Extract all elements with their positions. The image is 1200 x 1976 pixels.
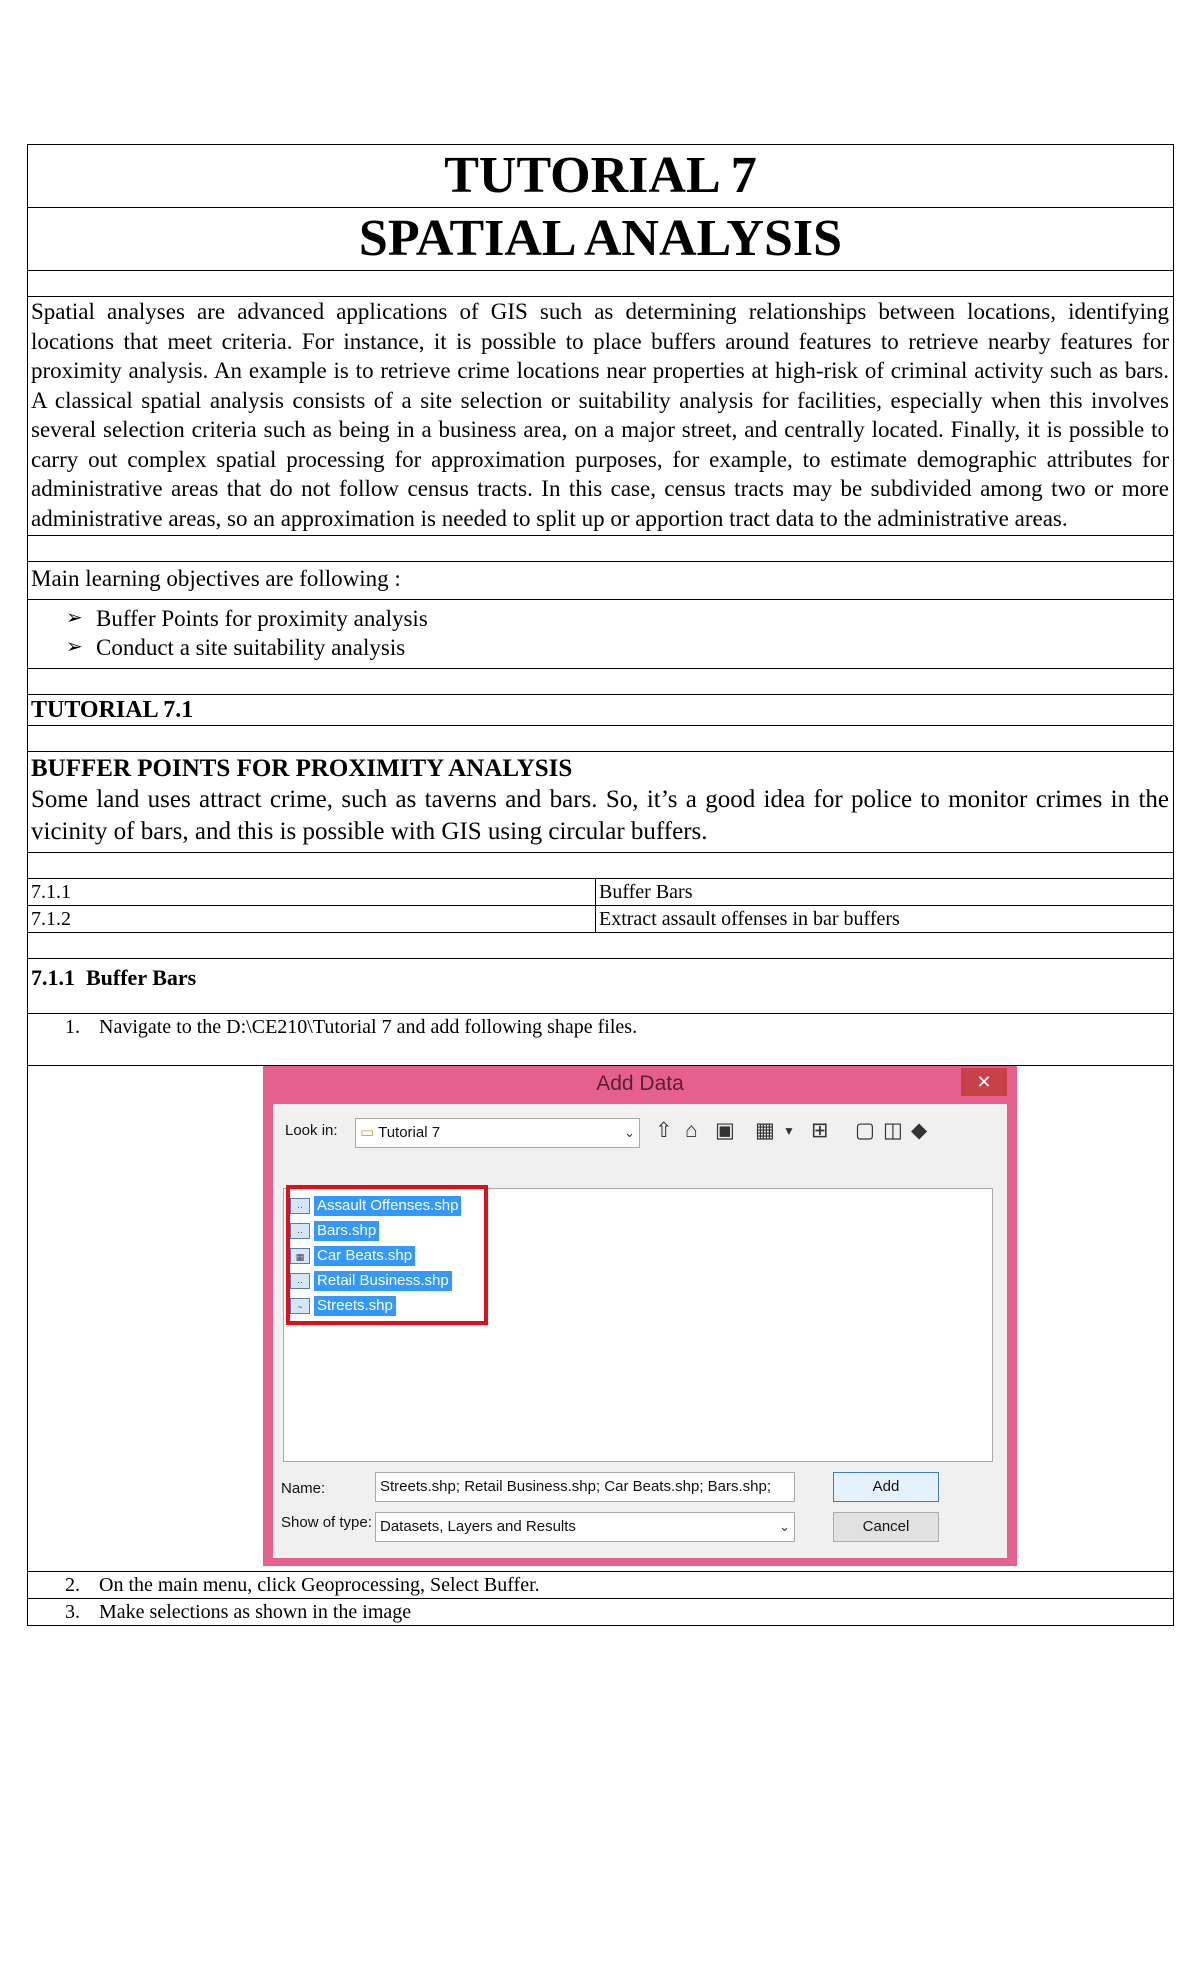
step-text: Make selections as shown in the image	[99, 1601, 412, 1623]
step-number: 2.	[65, 1574, 80, 1596]
objective-item: ➢ Conduct a site suitability analysis	[66, 635, 406, 660]
section-block	[27, 752, 1174, 853]
folder-icon: ▭	[360, 1124, 375, 1141]
step-text: On the main menu, click Geoprocessing, Select Buffer.	[99, 1574, 540, 1596]
spacer-row	[27, 271, 1174, 297]
screenshot-row	[27, 1066, 1174, 1572]
spacer-row	[27, 536, 1174, 562]
section-text: Some land uses attract crime, such as taverns and bars. So, it’s a good idea for police to monitor crimes in the vicinity of bars, and this is possible with GIS using circular buffers.	[31, 786, 1169, 845]
highlight-box	[286, 1185, 488, 1325]
type-dropdown[interactable]: Datasets, Layers and Results ⌄	[375, 1512, 795, 1542]
point-shapefile-icon: ··	[290, 1198, 310, 1214]
title-line-1: TUTORIAL 7	[27, 144, 1174, 208]
step-number: 1.	[65, 1016, 80, 1038]
subsection-heading: 7.1.1 Buffer Bars	[27, 959, 1174, 1014]
step-text: Navigate to the D:\CE210\Tutorial 7 and add following shape files.	[99, 1016, 638, 1038]
point-shapefile-icon: ··	[290, 1273, 310, 1289]
list-item[interactable]: ▦ Car Beats.shp	[290, 1245, 415, 1267]
spacer-row	[27, 853, 1174, 879]
toc-title: Extract assault offenses in bar buffers	[599, 908, 900, 930]
title-line-2: SPATIAL ANALYSIS	[27, 208, 1174, 271]
step-number: 3.	[65, 1601, 80, 1623]
toc-title: Buffer Bars	[599, 881, 693, 903]
add-button[interactable]: Add	[833, 1472, 939, 1502]
file-list[interactable]	[283, 1188, 993, 1462]
arrow-bullet-icon: ➢	[66, 607, 83, 629]
section-heading: BUFFER POINTS FOR PROXIMITY ANALYSIS	[31, 755, 573, 782]
new-folder-icon[interactable]: ▢	[855, 1119, 875, 1142]
add-data-dialog	[263, 1066, 1017, 1566]
toc-number: 7.1.2	[28, 906, 596, 932]
dialog-body	[273, 1104, 1007, 1558]
close-icon[interactable]: ✕	[961, 1068, 1007, 1096]
look-in-dropdown[interactable]: ▭ Tutorial 7 ⌄	[355, 1118, 640, 1148]
spacer-row	[27, 726, 1174, 752]
step-row	[27, 1599, 1174, 1626]
up-level-icon[interactable]: ⇧	[655, 1119, 673, 1142]
section-label: TUTORIAL 7.1	[27, 695, 1174, 726]
line-shapefile-icon: ~	[290, 1298, 310, 1314]
home-icon[interactable]: ⌂	[685, 1119, 698, 1142]
tools-icon[interactable]: ◆	[911, 1119, 928, 1142]
spacer-row	[27, 669, 1174, 695]
step-row	[27, 1014, 1174, 1066]
list-item[interactable]: ·· Assault Offenses.shp	[290, 1195, 461, 1217]
polygon-shapefile-icon: ▦	[290, 1248, 310, 1264]
catalog-icon[interactable]: ▣	[715, 1119, 735, 1142]
point-shapefile-icon: ··	[290, 1223, 310, 1239]
tutorial-document	[27, 144, 1174, 1626]
objectives-list	[27, 600, 1174, 669]
objective-item: ➢ Buffer Points for proximity analysis	[66, 606, 428, 631]
name-input[interactable]: Streets.shp; Retail Business.shp; Car Beats.shp; Bars.shp;	[375, 1472, 795, 1502]
objectives-heading: Main learning objectives are following :	[27, 562, 1174, 600]
cancel-button[interactable]: Cancel	[833, 1512, 939, 1542]
intro-paragraph: Spatial analyses are advanced applications of GIS such as determining relationships between locations, identifying locations that meet criteria. For instance, it is possible to place buffers around features to retrieve nearby features for proximity analysis. An example is to retrieve crime locations near properties at high-risk of criminal activity such as bars. A classical spatial analysis consists of a site selection or suitability analysis for facilities, especially when this involves several selection criteria such as being in a business area, on a major street, and centrally located. Finally, it is possible to carry out complex spatial processing for approximation purposes, for example, to estimate demographic attributes for administrative areas that do not follow census tracts. In this case, census tracts may be subdivided among two or more administrative areas, so an approximation is needed to split up or apportion tract data to the administrative areas.	[27, 297, 1174, 536]
list-item[interactable]: ·· Retail Business.shp	[290, 1270, 452, 1292]
list-item[interactable]: ·· Bars.shp	[290, 1220, 379, 1242]
toc-number: 7.1.1	[28, 879, 596, 905]
type-label: Show of type:	[281, 1514, 372, 1531]
chevron-down-icon: ⌄	[624, 1125, 635, 1140]
step-row	[27, 1572, 1174, 1599]
list-item[interactable]: ~ Streets.shp	[290, 1295, 396, 1317]
toc-row	[27, 879, 1174, 906]
arrow-bullet-icon: ➢	[66, 636, 83, 658]
look-in-label: Look in:	[285, 1122, 338, 1139]
chevron-down-icon: ⌄	[779, 1519, 790, 1534]
spacer-row	[27, 933, 1174, 959]
view-dropdown-icon[interactable]: ▼	[783, 1124, 795, 1138]
new-database-icon[interactable]: ◫	[883, 1119, 903, 1142]
name-label: Name:	[281, 1480, 326, 1497]
toc-row	[27, 906, 1174, 933]
dialog-title: Add Data	[596, 1072, 684, 1095]
view-list-icon[interactable]: ▦	[755, 1119, 775, 1142]
connect-folder-icon[interactable]: ⊞	[811, 1119, 829, 1142]
